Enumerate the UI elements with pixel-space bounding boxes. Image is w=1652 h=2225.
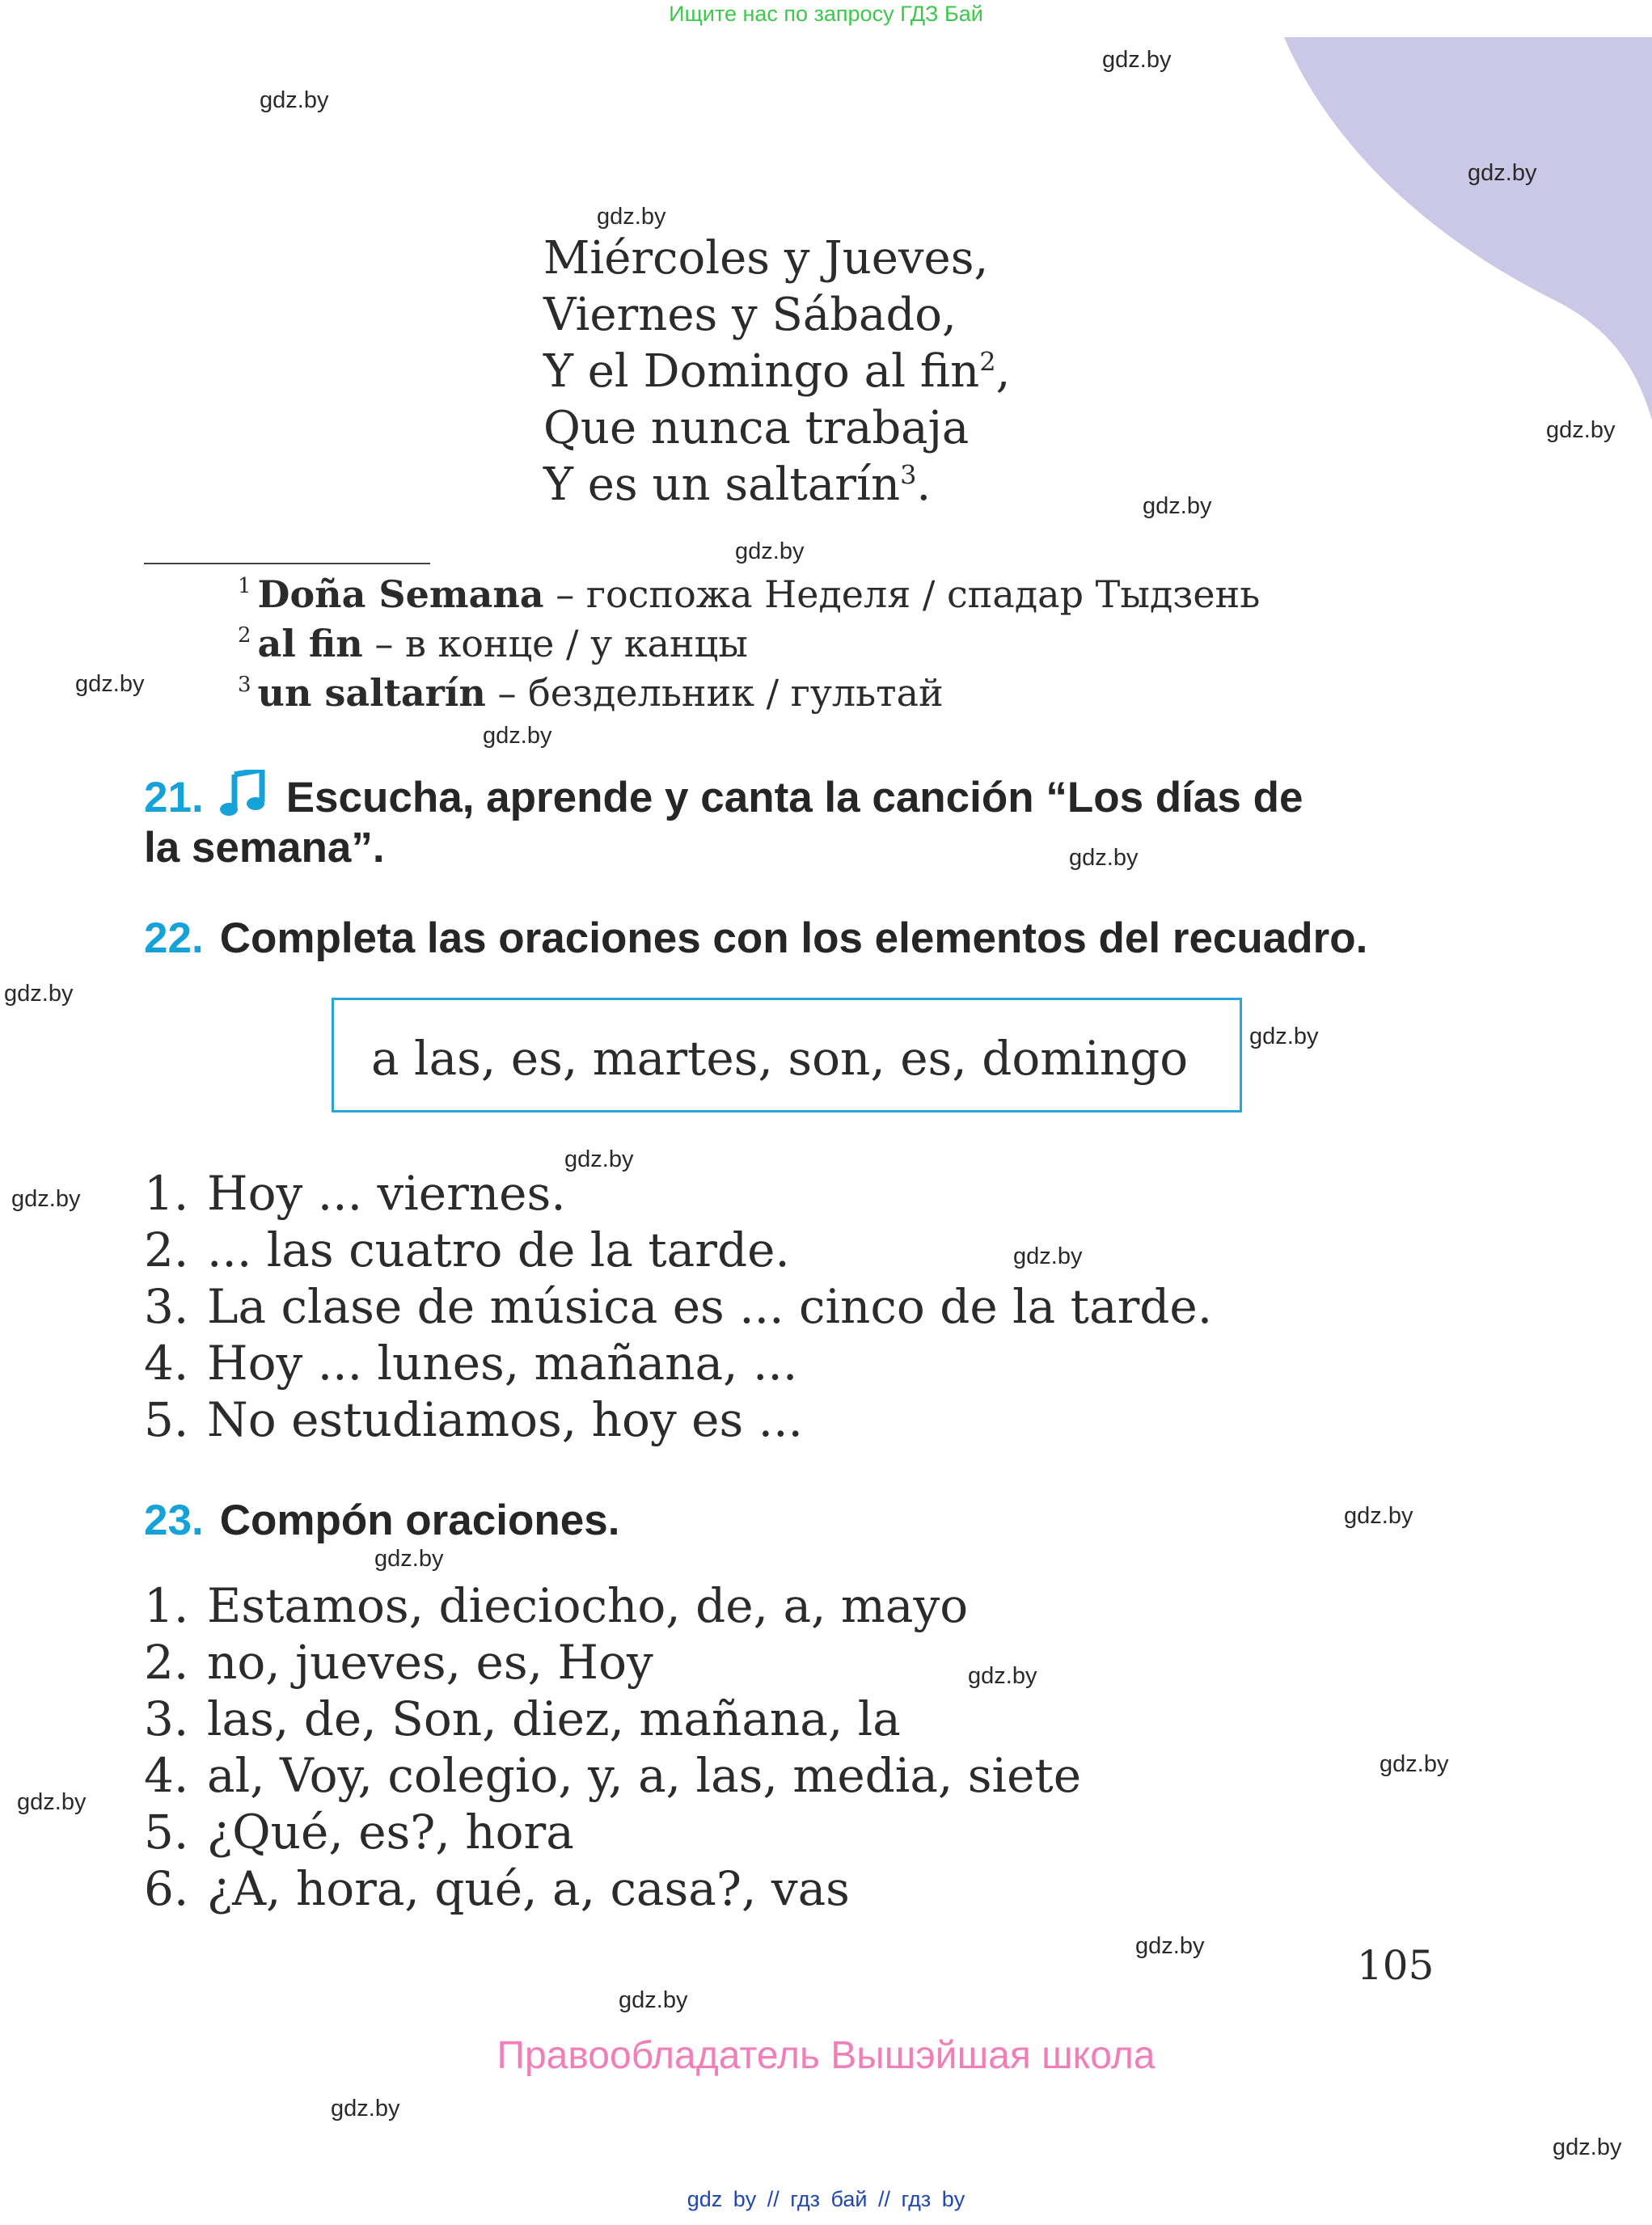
watermark: gdz.by — [1135, 1933, 1205, 1959]
watermark: gdz.by — [11, 1186, 81, 1212]
exercise-number: 23. — [144, 1497, 204, 1544]
list-item: 5. No estudiamos, hoy es ... — [144, 1392, 803, 1447]
top-banner[interactable]: Ищите нас по запросу ГДЗ Бай — [669, 2, 983, 26]
watermark: gdz.by — [17, 1789, 87, 1815]
watermark: gdz.by — [735, 538, 805, 564]
footnote-mark: 3 — [900, 459, 917, 491]
exercise-21-text: Escucha, aprende y canta la canción “Los días de — [285, 774, 1303, 821]
watermark: gdz.by — [1249, 1024, 1319, 1049]
watermark: gdz.by — [1546, 417, 1616, 443]
list-item: 1. Hoy ... viernes. — [144, 1166, 566, 1221]
footnote: $^1$ Doña Semana – госпожа Неделя / спадар Тыдзень — [238, 572, 1261, 616]
watermark: gdz.by — [1069, 845, 1139, 871]
footer-links[interactable]: gdz by // гдз бай // гдз by — [687, 2187, 965, 2211]
poem-line: Viernes y Sábado, — [543, 289, 957, 341]
exercise-number: 21. — [144, 774, 204, 821]
watermark: gdz.by — [1468, 160, 1537, 186]
watermark: gdz.by — [260, 87, 329, 113]
watermark: gdz.by — [1379, 1751, 1449, 1777]
footnote: $^2$ al fin – в конце / у канцы — [238, 622, 748, 665]
watermark: gdz.by — [331, 2096, 400, 2122]
list-item: 4. al, Voy, colegio, y, a, las, media, siete — [144, 1748, 1082, 1803]
footnote: $^3$ un saltarín – бездельник / гультай — [238, 671, 944, 715]
list-item: 2. no, jueves, es, Hoy — [144, 1635, 653, 1690]
watermark: gdz.by — [619, 1987, 688, 2013]
exercise-21-heading — [144, 770, 1303, 822]
publisher-notice: Правообладатель Вышэйшая школа — [496, 2034, 1156, 2077]
exercise-23-heading — [144, 1496, 619, 1545]
watermark: gdz.by — [968, 1663, 1037, 1689]
list-item: 5. ¿Qué, es?, hora — [144, 1805, 574, 1860]
watermark: gdz.by — [1143, 493, 1212, 519]
poem-line: Que nunca trabaja — [543, 402, 970, 454]
corner-decoration — [1278, 0, 1652, 420]
exercise-22-heading — [144, 914, 1367, 963]
poem-line: Y el Domingo al fin$^2$, — [543, 345, 1011, 398]
watermark: gdz.by — [1344, 1503, 1413, 1529]
footnote-divider — [144, 563, 430, 564]
page-number: 105 — [1357, 1942, 1434, 1989]
exercise-23-title: Compón oraciones. — [219, 1497, 620, 1544]
footnote-mark: 2 — [979, 346, 996, 378]
watermark: gdz.by — [374, 1546, 444, 1572]
poem-line: Y es un saltarín$^3$. — [543, 458, 932, 511]
list-item: 4. Hoy ... lunes, mañana, ... — [144, 1336, 798, 1391]
watermark: gdz.by — [564, 1146, 634, 1172]
exercise-22-title: Completa las oraciones con los elementos del recuadro. — [219, 914, 1368, 962]
poem-line: Miércoles y Jueves, — [543, 232, 989, 285]
watermark: gdz.by — [1013, 1243, 1083, 1269]
word-box — [332, 998, 1242, 1112]
watermark: gdz.by — [1553, 2134, 1622, 2160]
watermark: gdz.by — [4, 981, 74, 1007]
list-item: 3. La clase de música es ... cinco de la tarde. — [144, 1279, 1213, 1334]
exercise-number: 22. — [144, 914, 204, 962]
word-box-text: a las, es, martes, son, es, domingo — [371, 1031, 1189, 1086]
watermark: gdz.by — [597, 204, 666, 230]
list-item: 1. Estamos, dieciocho, de, a, mayo — [144, 1578, 969, 1633]
exercise-21-text-cont: la semana”. — [144, 824, 385, 872]
watermark: gdz.by — [483, 723, 552, 749]
list-item: 6. ¿A, hora, qué, a, casa?, vas — [144, 1861, 850, 1916]
music-note-icon — [220, 770, 265, 818]
list-item: 3. las, de, Son, diez, mañana, la — [144, 1691, 901, 1746]
watermark: gdz.by — [1102, 47, 1172, 73]
watermark: gdz.by — [75, 671, 145, 697]
list-item: 2. ... las cuatro de la tarde. — [144, 1222, 790, 1277]
